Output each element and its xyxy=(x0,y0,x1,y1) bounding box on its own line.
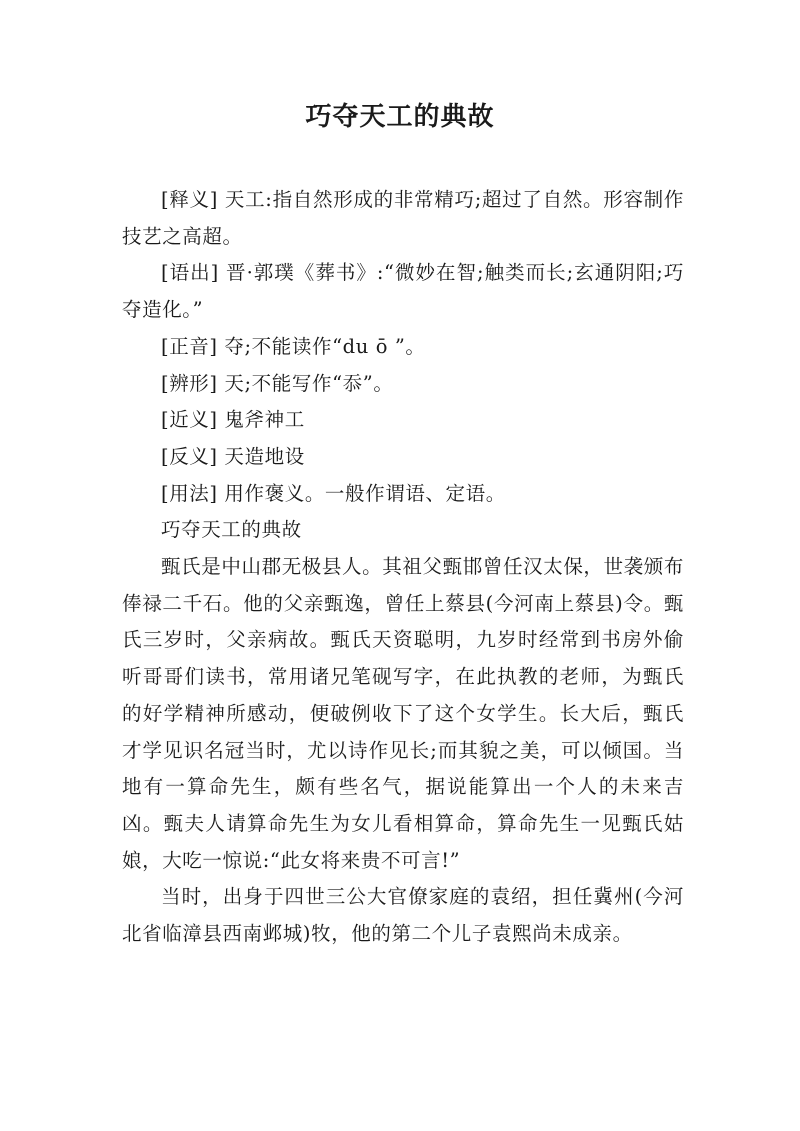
paragraph-form: [辨形] 天;不能写作“忝”。 xyxy=(161,371,394,395)
paragraph-story-2: 当时，出身于四世三公大官僚家庭的袁绍，担任冀州(今河北省临漳县西南邺城)牧，他的第二个儿子袁熙尚未成亲。 xyxy=(122,885,684,946)
paragraph-definition: [释义] 天工:指自然形成的非常精巧;超过了自然。形容制作技艺之高超。 xyxy=(122,188,684,248)
document-title: 巧夺天工的典故 xyxy=(305,102,495,132)
paragraph-story-1: 甄氏是中山郡无极县人。其祖父甄邯曾任汉太保，世袭颁布俸禄二千石。他的父亲甄逸，曾任上蔡县(今河南上蔡县)令。甄氏三岁时，父亲病故。甄氏天资聪明，九岁时经常到书房外偷听哥哥们读书，常用诸兄笔砚写字，在此执教的老师，为甄氏的好学精神所感动，便破例收下了这个女学生。长大后，甄氏才学见识名冠当时，尤以诗作见长;而其貌之美，可以倾国。当地有一算命先生，颇有些名气，据说能算出一个人的未来吉凶。甄夫人请算命先生为女儿看相算命，算命先生一见甄氏姑娘，大吃一惊说:“此女将来贵不可言!” xyxy=(122,555,684,872)
paragraph-pronunciation: [正音] 夺;不能读作“du ō ”。 xyxy=(161,334,426,358)
paragraph-synonym: [近义] 鬼斧神工 xyxy=(161,408,305,432)
paragraph-subheading: 巧夺天工的典故 xyxy=(161,518,302,542)
document-body xyxy=(122,182,684,953)
paragraph-source: [语出] 晋·郭璞《葬书》:“微妙在智;触类而长;玄通阴阳;巧夺造化。” xyxy=(122,261,684,322)
paragraph-antonym: [反义] 天造地设 xyxy=(161,444,305,468)
paragraph-usage: [用法] 用作褒义。一般作谓语、定语。 xyxy=(161,481,506,505)
